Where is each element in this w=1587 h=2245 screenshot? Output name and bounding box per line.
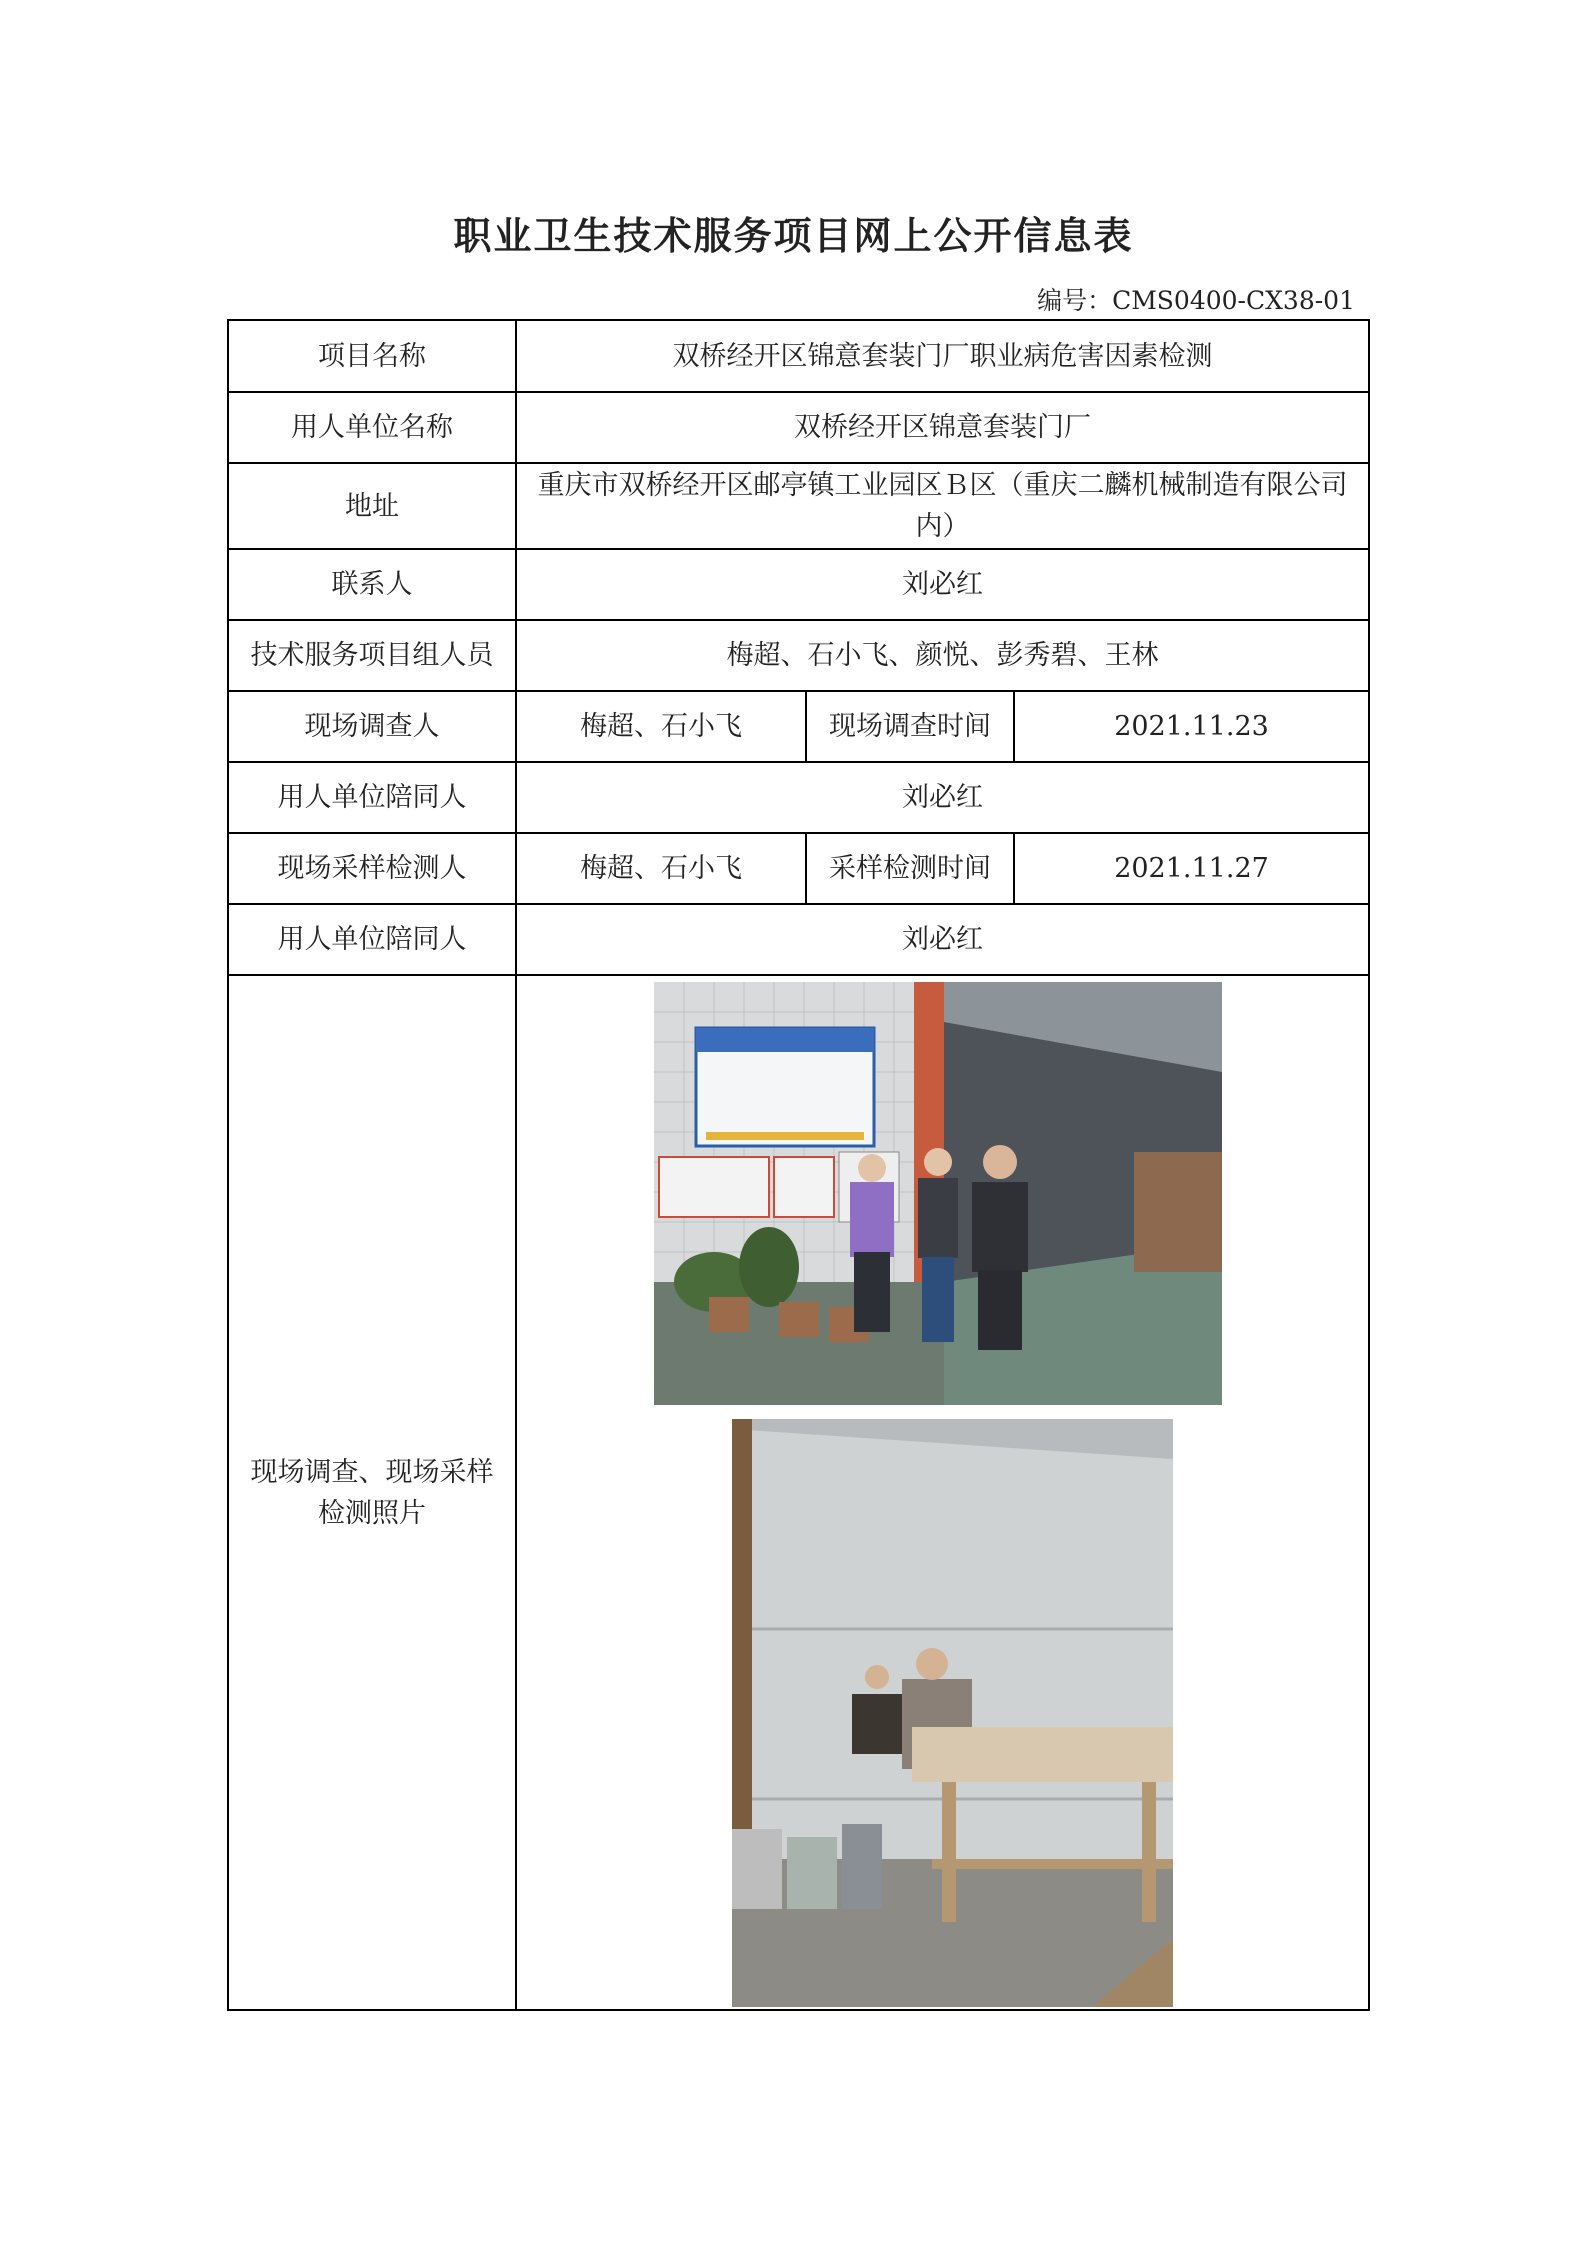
- photos-cell: [516, 975, 1369, 2010]
- label-project-name: 项目名称: [228, 320, 516, 392]
- label-photos-text: 现场调查、现场采样检测照片: [250, 1456, 494, 1529]
- value-sampling: 梅超、石小飞: [516, 833, 806, 904]
- value-project-name: 双桥经开区锦意套装门厂职业病危害因素检测: [516, 320, 1369, 392]
- photos-container: [517, 976, 1368, 2009]
- value-sampling-time: 2021.11.27: [1014, 833, 1369, 904]
- label-sampling-escort: 用人单位陪同人: [228, 904, 516, 975]
- value-contact: 刘必红: [516, 549, 1369, 620]
- row-photos: [228, 975, 1369, 2010]
- value-survey-escort: 刘必红: [516, 762, 1369, 833]
- row-survey-escort: [228, 762, 1369, 833]
- label-sampling-time: 采样检测时间: [806, 833, 1014, 904]
- value-employer: 双桥经开区锦意套装门厂: [516, 392, 1369, 463]
- label-sampling: 现场采样检测人: [228, 833, 516, 904]
- row-sampling-escort: [228, 904, 1369, 975]
- label-survey-escort: 用人单位陪同人: [228, 762, 516, 833]
- value-sampling-escort: 刘必红: [516, 904, 1369, 975]
- row-address: [228, 463, 1369, 549]
- row-project-name: [228, 320, 1369, 392]
- label-team: 技术服务项目组人员: [228, 620, 516, 691]
- row-contact: [228, 549, 1369, 620]
- label-photos: [228, 975, 516, 2010]
- info-table: [227, 319, 1370, 2011]
- value-survey-time: 2021.11.23: [1014, 691, 1369, 762]
- value-survey: 梅超、石小飞: [516, 691, 806, 762]
- label-survey: 现场调查人: [228, 691, 516, 762]
- label-survey-time: 现场调查时间: [806, 691, 1014, 762]
- value-address: 重庆市双桥经开区邮亭镇工业园区Ｂ区（重庆二麟机械制造有限公司内）: [516, 463, 1369, 549]
- row-sampling: [228, 833, 1369, 904]
- site-survey-photo: [654, 982, 1222, 1405]
- label-address: 地址: [228, 463, 516, 549]
- sampling-photo: [732, 1419, 1173, 2007]
- document-title: 职业卫生技术服务项目网上公开信息表: [453, 213, 1134, 258]
- document-code: 编号：CMS0400-CX38-01: [1037, 286, 1355, 315]
- row-team: [228, 620, 1369, 691]
- value-team: 梅超、石小飞、颜悦、彭秀碧、王林: [516, 620, 1369, 691]
- label-contact: 联系人: [228, 549, 516, 620]
- label-employer: 用人单位名称: [228, 392, 516, 463]
- row-survey: [228, 691, 1369, 762]
- row-employer: [228, 392, 1369, 463]
